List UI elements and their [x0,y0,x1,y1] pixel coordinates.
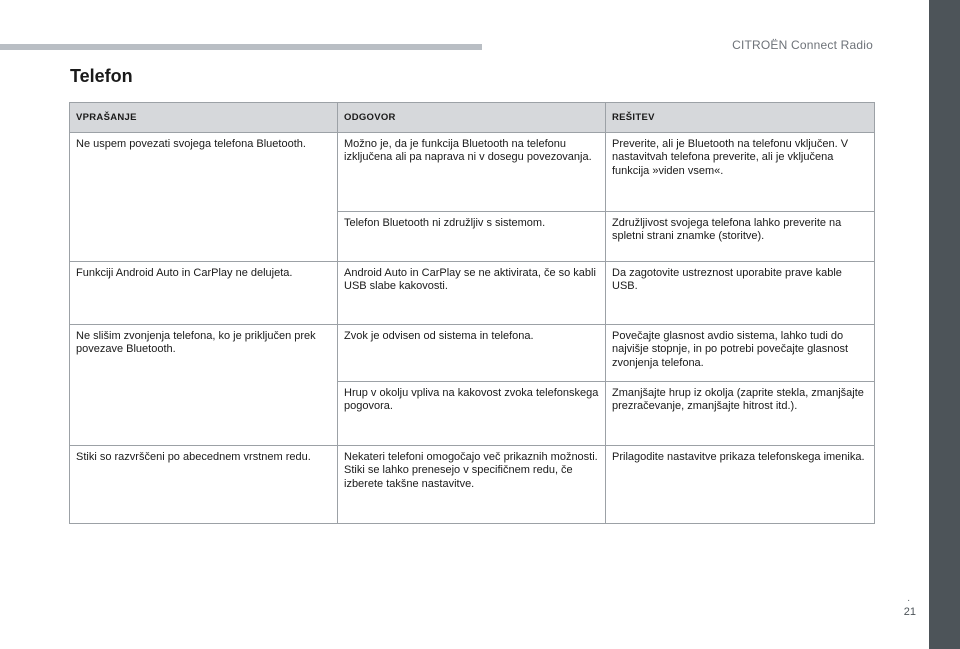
continuation-mark: . [907,593,910,604]
answer-cell: Zvok je odvisen od sistema in telefona. [338,325,606,382]
header-answer: ODGOVOR [338,103,606,133]
answer-cell: Hrup v okolju vpliva na kakovost zvoka telefonskega pogovora. [338,382,606,446]
table-row [70,325,875,382]
question-cell: Stiki so razvrščeni po abecednem vrstnem redu. [70,446,338,524]
header-brand: CITROËN Connect Radio [732,38,873,52]
page-title: Telefon [70,66,133,86]
solution-cell: Da zagotovite ustreznost uporabite prave kable USB. [606,262,875,325]
solution-cell: Združljivost svojega telefona lahko preverite na spletni strani znamke (storitve). [606,212,875,262]
question-cell: Ne slišim zvonjenja telefona, ko je priključen prek povezave Bluetooth. [70,325,338,446]
answer-cell: Nekateri telefoni omogočajo več prikaznih možnosti. Stiki se lahko prenesejo v specifičnem redu, če izberete takšne nastavitve. [338,446,606,524]
side-bar [929,0,960,649]
table-header-row [70,103,875,133]
solution-cell: Preverite, ali je Bluetooth na telefonu vključen. V nastavitvah telefona preverite, ali je vključena funkcija »viden vsem«. [606,133,875,212]
table-row [70,133,875,212]
table-row [70,446,875,524]
solution-cell: Prilagodite nastavitve prikaza telefonskega imenika. [606,446,875,524]
header-question: VPRAŠANJE [70,103,338,133]
answer-cell: Android Auto in CarPlay se ne aktivirata, če so kabli USB slabe kakovosti. [338,262,606,325]
solution-cell: Povečajte glasnost avdio sistema, lahko tudi do najvišje stopnje, in po potrebi povečajte glasnost zvonjenja telefona. [606,325,875,382]
answer-cell: Možno je, da je funkcija Bluetooth na telefonu izključena ali pa naprava ni v dosegu povezovanja. [338,133,606,212]
page-number: 21 [903,606,916,618]
table-row [70,262,875,325]
question-cell: Funkciji Android Auto in CarPlay ne delujeta. [70,262,338,325]
header-rule [0,44,482,50]
solution-cell: Zmanjšajte hrup iz okolja (zaprite stekla, zmanjšajte prezračevanje, zmanjšajte hitrost itd.). [606,382,875,446]
answer-cell: Telefon Bluetooth ni združljiv s sistemom. [338,212,606,262]
header-solution: REŠITEV [606,103,875,133]
faq-table [69,102,875,524]
question-cell: Ne uspem povezati svojega telefona Bluetooth. [70,133,338,262]
